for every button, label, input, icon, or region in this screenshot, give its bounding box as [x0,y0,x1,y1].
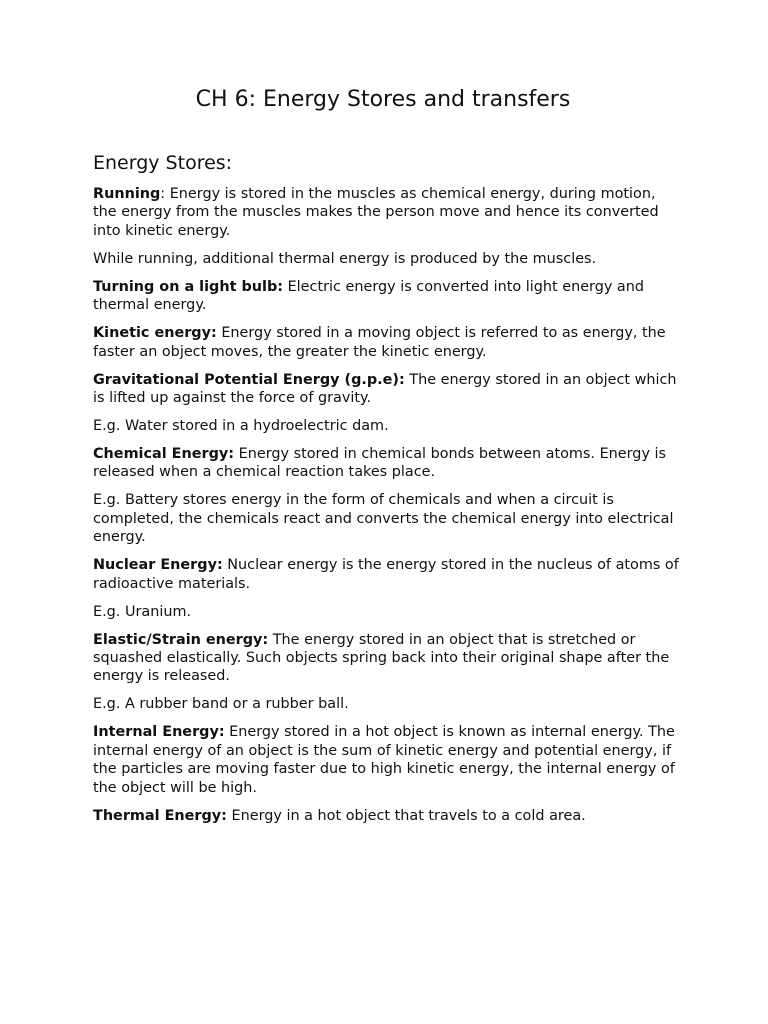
paragraph-text: Energy in a hot object that travels to a cold area. [226,807,586,824]
paragraph-thermal [93,807,683,825]
term-label: Nuclear Energy: [93,557,223,574]
paragraph-nuclear-example [93,603,683,621]
paragraph-text: While running, additional thermal energy is produced by the muscles. [93,250,597,267]
paragraph-chemical-example [93,491,683,546]
paragraph-text: Nuclear energy is the energy stored in the nucleus of atoms of radioactive materials. [93,557,679,592]
term-label: Kinetic energy: [93,325,217,342]
paragraph-text: E.g. A rubber band or a rubber ball. [93,696,349,713]
paragraph-text: The energy stored in an object which is lifted up against the force of gravity. [93,371,677,407]
section-heading: Energy Stores: [93,152,233,174]
paragraph-text: : Energy is stored in the muscles as chemical energy, during motion, the energy from the muscles makes the person move and hence its converted into kinetic energy. [93,186,659,239]
paragraph-elastic [93,631,683,686]
paragraph-nuclear [93,556,683,593]
paragraph-elastic-example [93,695,683,713]
paragraph-text: The energy stored in an object that is stretched or squashed elastically. Such objects spring back into their original shape after the energy is released. [93,631,670,685]
paragraph-chemical [93,445,683,482]
term-label: Turning on a light bulb: [93,278,284,295]
paragraph-kinetic [93,324,683,361]
term-label: Chemical Energy: [93,446,235,463]
term-label: Running [93,186,161,202]
paragraph-text: Energy stored in a moving object is referred to as energy, the faster an object moves, the greater the kinetic energy. [93,325,666,360]
paragraph-light-bulb [93,278,683,315]
term-label: Thermal Energy: [93,807,227,824]
paragraph-internal [93,723,683,797]
paragraph-text: E.g. Uranium. [93,603,192,620]
document-body [93,185,683,835]
paragraph-text: Energy stored in chemical bonds between atoms. Energy is released when a chemical reaction takes place. [93,446,667,481]
paragraph-text: Electric energy is converted into light energy and thermal energy. [93,278,645,314]
paragraph-gpe [93,371,683,408]
term-label: Internal Energy: [93,724,225,741]
term-label: Elastic/Strain energy: [93,631,269,648]
paragraph-gpe-example [93,417,683,435]
term-label: Gravitational Potential Energy (g.p.e): [93,371,405,388]
paragraph-running-note [93,250,683,268]
paragraph-text: E.g. Water stored in a hydroelectric dam. [93,418,389,435]
paragraph-text: Energy stored in a hot object is known as internal energy. The internal energy of an object is the sum of kinetic energy and potential energy, if the particles are moving faster due to high kinetic energy, the internal energy of the object will be high. [93,724,675,796]
paragraph-text: E.g. Battery stores energy in the form of chemicals and when a circuit is completed, the chemicals react and converts the chemical energy into electrical energy. [93,492,674,546]
document-title: CH 6: Energy Stores and transfers [195,87,571,112]
paragraph-running [93,185,683,240]
